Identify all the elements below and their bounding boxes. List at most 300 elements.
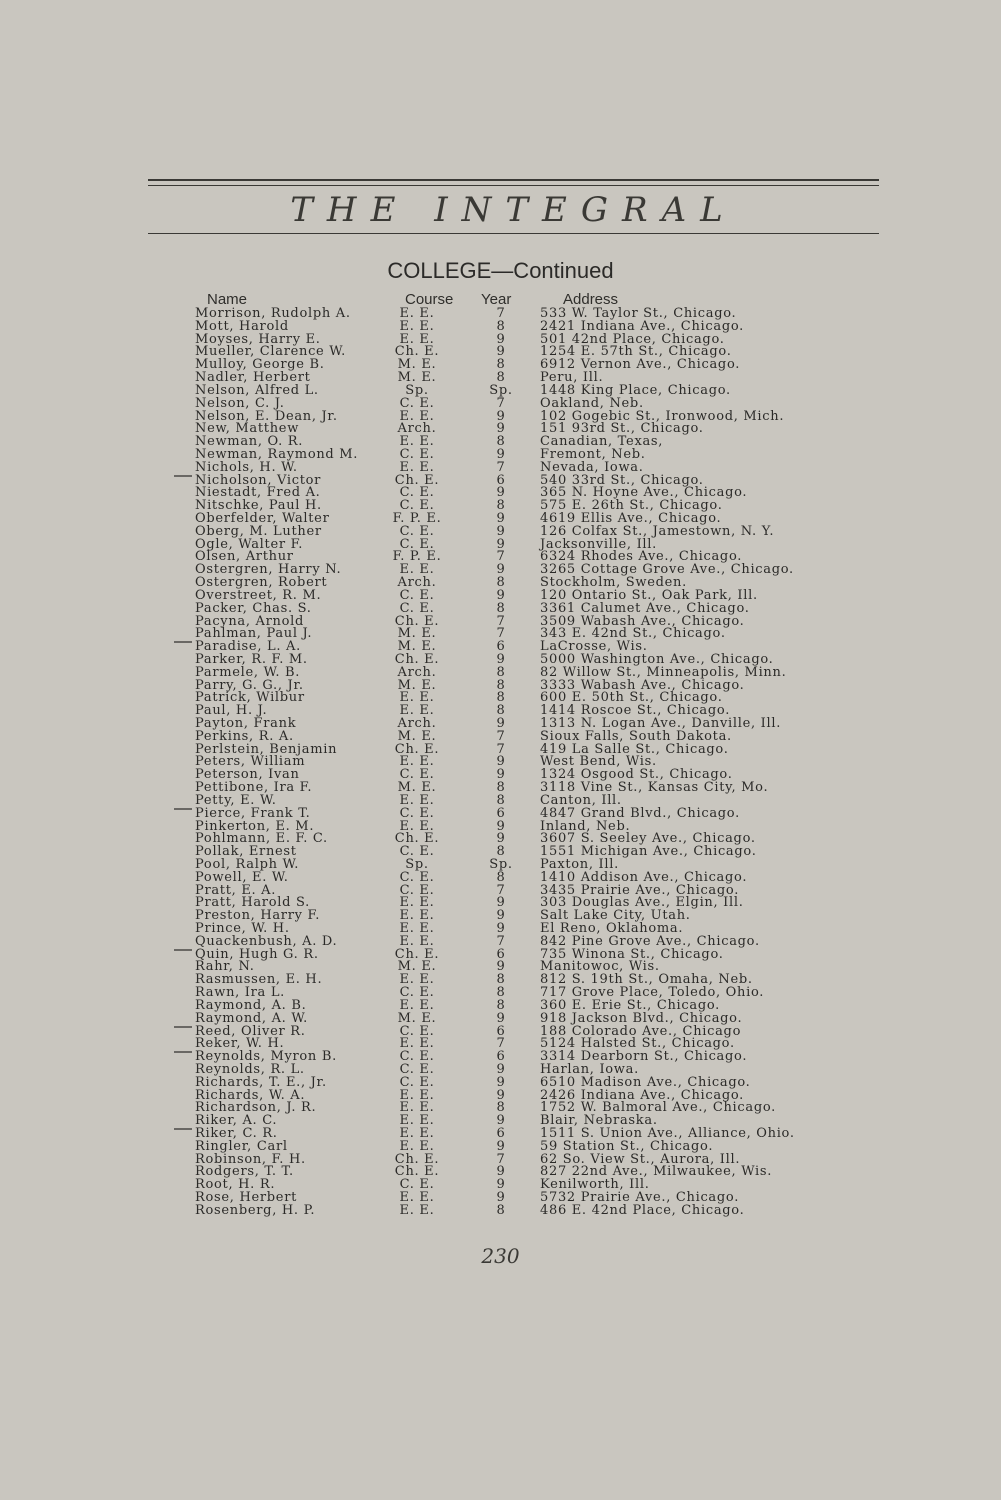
- student-name: Quackenbush, A. D.: [195, 933, 338, 949]
- student-address: 540 33rd St., Chicago.: [540, 472, 704, 488]
- student-address: 120 Ontario St., Oak Park, Ill.: [540, 587, 758, 603]
- student-year: 9: [496, 921, 506, 936]
- student-address: 4619 Ellis Ave., Chicago.: [540, 511, 722, 526]
- student-name: Pratt, E. A.: [195, 882, 277, 898]
- student-year: 6: [496, 472, 506, 488]
- student-address: 1511 S. Union Ave., Alliance, Ohio.: [540, 1126, 795, 1141]
- student-course: E. E.: [399, 1113, 435, 1129]
- student-name: Riker, A. C.: [195, 1113, 278, 1129]
- student-course: C. E.: [399, 882, 435, 898]
- student-name: Pratt, Harold S.: [195, 895, 310, 911]
- student-address: Manitowoc, Wis.: [540, 959, 660, 975]
- student-address: Salt Lake City, Utah.: [540, 908, 691, 924]
- student-year: 8: [496, 869, 506, 885]
- student-name: Reynolds, R. L.: [195, 1061, 305, 1077]
- student-address: 365 N. Hoyne Ave., Chicago.: [540, 485, 748, 501]
- student-year: 9: [496, 651, 506, 667]
- student-year: 8: [496, 972, 506, 988]
- student-name: Ostergren, Harry N.: [195, 562, 342, 578]
- student-course: Ch. E.: [394, 344, 440, 360]
- student-year: 8: [496, 780, 506, 796]
- student-name: Pierce, Frank T.: [195, 805, 311, 821]
- student-address: Harlan, Iowa.: [540, 1061, 639, 1077]
- student-year: 9: [496, 587, 506, 603]
- student-name: Rodgers, T. T.: [195, 1164, 294, 1180]
- student-year: 9: [496, 446, 506, 462]
- student-year: 9: [496, 1061, 506, 1077]
- student-name: Robinson, F. H.: [195, 1151, 306, 1167]
- student-address: 5732 Prairie Ave., Chicago.: [540, 1190, 740, 1206]
- student-address: 735 Winona St., Chicago.: [540, 946, 724, 962]
- student-year: 8: [496, 997, 506, 1013]
- student-address: 3314 Dearborn St., Chicago.: [540, 1049, 748, 1065]
- student-name: Overstreet, R. M.: [195, 587, 322, 603]
- header-rule-bottom: [148, 233, 879, 234]
- student-course: C. E.: [399, 446, 435, 462]
- student-name: Ringler, Carl: [195, 1138, 288, 1154]
- student-year: 8: [496, 498, 506, 514]
- student-year: 8: [496, 575, 506, 591]
- student-year: 9: [496, 754, 506, 770]
- student-year: 8: [496, 1100, 506, 1116]
- student-address: 1551 Michigan Ave., Chicago.: [540, 844, 757, 860]
- student-year: 6: [496, 639, 506, 655]
- student-address: 3361 Calumet Ave., Chicago.: [540, 600, 750, 616]
- column-header-address: Address: [563, 291, 619, 308]
- student-course: Ch. E.: [394, 946, 440, 962]
- header-rule-top-thin: [148, 185, 879, 186]
- student-year: 9: [496, 1113, 506, 1129]
- student-name: Paul, H. J.: [195, 703, 268, 719]
- student-name: Peters, William: [195, 754, 306, 770]
- header-rule-top: [148, 179, 879, 181]
- student-name: Petty, E. W.: [195, 792, 277, 808]
- student-course: E. E.: [399, 1036, 435, 1052]
- margin-mark: [174, 949, 192, 951]
- student-name: Powell, E. W.: [195, 869, 289, 885]
- student-course: Sp.: [405, 856, 429, 872]
- student-address: 303 Douglas Ave., Elgin, Ill.: [540, 895, 744, 911]
- student-address: 575 E. 26th St., Chicago.: [540, 498, 723, 514]
- student-course: Arch.: [397, 664, 437, 680]
- student-address: Fremont, Neb.: [540, 446, 646, 462]
- student-course: M. E.: [397, 959, 437, 975]
- student-name: Morrison, Rudolph A.: [195, 306, 351, 321]
- student-year: 8: [496, 357, 506, 373]
- student-year: 9: [496, 485, 506, 501]
- student-year: 9: [496, 895, 506, 911]
- student-name: Nichols, H. W.: [195, 459, 298, 475]
- student-course: M. E.: [397, 780, 437, 796]
- student-address: 4847 Grand Blvd., Chicago.: [540, 805, 740, 821]
- student-year: 9: [496, 331, 506, 347]
- student-course: E. E.: [399, 434, 435, 450]
- student-address: 2426 Indiana Ave., Chicago.: [540, 1087, 744, 1103]
- student-course: C. E.: [399, 485, 435, 501]
- student-year: 9: [496, 1074, 506, 1090]
- student-address: 126 Colfax St., Jamestown, N. Y.: [540, 523, 775, 539]
- student-name: Moyses, Harry E.: [195, 331, 321, 347]
- student-name: Ogle, Walter F.: [195, 536, 304, 552]
- student-year: 9: [496, 536, 506, 552]
- student-year: 7: [496, 728, 506, 744]
- student-course: M. E.: [397, 728, 437, 744]
- student-course: E. E.: [399, 331, 435, 347]
- student-name: Raymond, A. B.: [195, 997, 307, 1013]
- student-year: 9: [496, 523, 506, 539]
- student-course: E. E.: [399, 921, 435, 936]
- student-course: E. E.: [399, 933, 435, 949]
- student-year: 7: [496, 933, 506, 949]
- student-address: Paxton, Ill.: [540, 856, 619, 872]
- student-course: C. E.: [399, 600, 435, 616]
- student-address: 1254 E. 57th St., Chicago.: [540, 344, 732, 360]
- student-course: C. E.: [399, 1023, 435, 1039]
- student-name: Pool, Ralph W.: [195, 856, 300, 872]
- student-name: Pohlmann, E. F. C.: [195, 831, 328, 847]
- student-year: 8: [496, 664, 506, 680]
- student-address: 3435 Prairie Ave., Chicago.: [540, 882, 740, 898]
- student-name: Rahr, N.: [195, 959, 255, 975]
- student-address: 486 E. 42nd Place, Chicago.: [540, 1202, 745, 1218]
- student-course: C. E.: [399, 1074, 435, 1090]
- student-address: 3118 Vine St., Kansas City, Mo.: [540, 780, 769, 796]
- student-address: West Bend, Wis.: [540, 754, 657, 770]
- student-course: Arch.: [397, 716, 437, 731]
- student-course: E. E.: [399, 306, 435, 321]
- student-address: 3265 Cottage Grove Ave., Chicago.: [540, 562, 794, 578]
- student-course: Ch. E.: [394, 651, 440, 667]
- student-course: E. E.: [399, 703, 435, 719]
- student-address: 82 Willow St., Minneapolis, Minn.: [540, 664, 787, 680]
- student-year: 8: [496, 985, 506, 1001]
- student-name: Newman, Raymond M.: [195, 446, 359, 462]
- student-name: Paradise, L. A.: [195, 639, 301, 655]
- student-address: Jacksonville, Ill.: [540, 536, 657, 552]
- student-name: Peterson, Ivan: [195, 767, 300, 783]
- student-address: 6912 Vernon Ave., Chicago.: [540, 357, 741, 373]
- student-year: 9: [496, 1087, 506, 1103]
- student-address: 600 E. 50th St., Chicago.: [540, 690, 723, 706]
- student-address: Oakland, Neb.: [540, 395, 644, 411]
- student-name: Nicholson, Victor: [195, 472, 322, 488]
- student-name: Nitschke, Paul H.: [195, 498, 322, 514]
- student-name: Richardson, J. R.: [195, 1100, 317, 1116]
- student-name: Mulloy, George B.: [195, 357, 325, 373]
- student-name: Reker, W. H.: [195, 1036, 285, 1052]
- student-name: Packer, Chas. S.: [195, 600, 312, 616]
- student-name: Newman, O. R.: [195, 434, 304, 450]
- running-header: THE INTEGRAL: [290, 190, 737, 230]
- student-name: Pinkerton, E. M.: [195, 818, 315, 834]
- student-address: 3333 Wabash Ave., Chicago.: [540, 677, 745, 693]
- student-year: 7: [496, 882, 506, 898]
- student-course: E. E.: [399, 997, 435, 1013]
- student-address: 62 So. View St., Aurora, Ill.: [540, 1151, 741, 1167]
- student-name: Pahlman, Paul J.: [195, 626, 313, 642]
- student-address: 501 42nd Place, Chicago.: [540, 331, 725, 347]
- student-course: C. E.: [399, 395, 435, 411]
- student-name: Mott, Harold: [195, 318, 289, 334]
- student-address: 5124 Halsted St., Chicago.: [540, 1036, 735, 1052]
- student-course: E. E.: [399, 1126, 435, 1141]
- student-course: E. E.: [399, 1138, 435, 1154]
- student-name: Nelson, C. J.: [195, 395, 285, 411]
- student-address: 918 Jackson Blvd., Chicago.: [540, 1010, 743, 1026]
- student-course: Ch. E.: [394, 1151, 440, 1167]
- student-name: Mueller, Clarence W.: [195, 344, 346, 360]
- student-name: Rose, Herbert: [195, 1190, 298, 1206]
- student-address: 533 W. Taylor St., Chicago.: [540, 306, 737, 321]
- student-address: 717 Grove Place, Toledo, Ohio.: [540, 985, 765, 1001]
- student-name: New, Matthew: [195, 421, 300, 437]
- student-course: E. E.: [399, 818, 435, 834]
- student-year: 7: [496, 1036, 506, 1052]
- student-name: Pollak, Ernest: [195, 844, 297, 860]
- student-address: Nevada, Iowa.: [540, 459, 644, 475]
- margin-mark: [174, 1128, 192, 1130]
- student-course: C. E.: [399, 985, 435, 1001]
- student-course: C. E.: [399, 536, 435, 552]
- student-name: Rasmussen, E. H.: [195, 972, 323, 988]
- student-year: Sp.: [489, 382, 513, 398]
- student-course: E. E.: [399, 408, 435, 424]
- margin-mark: [174, 641, 192, 643]
- margin-mark: [174, 1026, 192, 1028]
- student-name: Prince, W. H.: [195, 921, 290, 936]
- student-address: 151 93rd St., Chicago.: [540, 421, 704, 437]
- student-year: 8: [496, 1202, 506, 1218]
- student-year: 9: [496, 408, 506, 424]
- student-course: E. E.: [399, 1087, 435, 1103]
- student-year: 7: [496, 459, 506, 475]
- student-course: C. E.: [399, 844, 435, 860]
- student-address: 827 22nd Ave., Milwaukee, Wis.: [540, 1164, 773, 1180]
- student-address: 3607 S. Seeley Ave., Chicago.: [540, 831, 756, 847]
- student-address: 102 Gogebic St., Ironwood, Mich.: [540, 408, 785, 424]
- student-year: 7: [496, 613, 506, 629]
- student-course: C. E.: [399, 1061, 435, 1077]
- student-name: Rosenberg, H. P.: [195, 1202, 316, 1218]
- student-year: 9: [496, 344, 506, 360]
- student-course: M. E.: [397, 677, 437, 693]
- student-address: 1448 King Place, Chicago.: [540, 382, 731, 398]
- student-address: Blair, Nebraska.: [540, 1113, 658, 1129]
- student-address: El Reno, Oklahoma.: [540, 921, 684, 936]
- margin-mark: [174, 1051, 192, 1053]
- student-name: Raymond, A. W.: [195, 1010, 308, 1026]
- student-address: 419 La Salle St., Chicago.: [540, 741, 729, 757]
- student-course: E. E.: [399, 895, 435, 911]
- student-course: C. E.: [399, 1049, 435, 1065]
- student-year: 6: [496, 1126, 506, 1141]
- student-address: 360 E. Erie St., Chicago.: [540, 997, 720, 1013]
- student-name: Riker, C. R.: [195, 1126, 278, 1141]
- student-year: 9: [496, 1138, 506, 1154]
- student-address: 1410 Addison Ave., Chicago.: [540, 869, 748, 885]
- student-course: E. E.: [399, 754, 435, 770]
- student-course: E. E.: [399, 908, 435, 924]
- student-course: E. E.: [399, 1100, 435, 1116]
- margin-mark: [174, 475, 192, 477]
- student-name: Reynolds, Myron B.: [195, 1049, 337, 1065]
- student-address: 1752 W. Balmoral Ave., Chicago.: [540, 1100, 776, 1116]
- student-year: 9: [496, 562, 506, 578]
- student-course: M. E.: [397, 370, 437, 386]
- student-name: Preston, Harry F.: [195, 908, 321, 924]
- student-name: Root, H. R.: [195, 1177, 276, 1193]
- student-year: 7: [496, 395, 506, 411]
- student-address: Kenilworth, Ill.: [540, 1177, 650, 1193]
- student-course: C. E.: [399, 1177, 435, 1193]
- student-address: Peru, Ill.: [540, 370, 604, 386]
- student-address: Inland, Neb.: [540, 818, 631, 834]
- student-name: Reed, Oliver R.: [195, 1023, 306, 1039]
- student-course: C. E.: [399, 587, 435, 603]
- student-name: Quin, Hugh G. R.: [195, 946, 319, 962]
- student-name: Richards, W. A.: [195, 1087, 306, 1103]
- student-course: E. E.: [399, 1202, 435, 1218]
- student-course: Ch. E.: [394, 1164, 440, 1180]
- student-name: Nadler, Herbert: [195, 370, 311, 386]
- student-name: Payton, Frank: [195, 716, 297, 731]
- student-address: 6510 Madison Ave., Chicago.: [540, 1074, 751, 1090]
- student-year: 8: [496, 844, 506, 860]
- student-course: E. E.: [399, 972, 435, 988]
- student-name: Pettibone, Ira F.: [195, 780, 313, 796]
- student-year: 9: [496, 767, 506, 783]
- student-course: Ch. E.: [394, 831, 440, 847]
- student-year: 6: [496, 1023, 506, 1039]
- student-year: 9: [496, 818, 506, 834]
- student-course: Ch. E.: [394, 613, 440, 629]
- student-course: C. E.: [399, 523, 435, 539]
- student-course: F. P. E.: [392, 549, 442, 565]
- student-year: 8: [496, 434, 506, 450]
- student-address: Canton, Ill.: [540, 792, 622, 808]
- student-year: 9: [496, 1010, 506, 1026]
- student-name: Oberg, M. Luther: [195, 523, 322, 539]
- student-year: 6: [496, 1049, 506, 1065]
- student-year: 8: [496, 677, 506, 693]
- student-address: 59 Station St., Chicago.: [540, 1138, 714, 1154]
- student-name: Patrick, Wilbur: [195, 690, 305, 706]
- student-year: 9: [496, 831, 506, 847]
- student-address: Stockholm, Sweden.: [540, 575, 687, 591]
- student-address: 1414 Roscoe St., Chicago.: [540, 703, 731, 719]
- student-address: Canadian, Texas,: [540, 434, 664, 450]
- student-course: E. E.: [399, 690, 435, 706]
- student-name: Parmele, W. B.: [195, 664, 301, 680]
- student-course: E. E.: [399, 318, 435, 334]
- student-year: 8: [496, 703, 506, 719]
- student-course: E. E.: [399, 792, 435, 808]
- student-year: 6: [496, 805, 506, 821]
- column-header-name: Name: [207, 291, 248, 308]
- student-year: 8: [496, 370, 506, 386]
- student-address: 3509 Wabash Ave., Chicago.: [540, 613, 745, 629]
- student-name: Pacyna, Arnold: [195, 613, 305, 629]
- column-header-course: Course: [405, 291, 454, 308]
- student-year: Sp.: [489, 856, 513, 872]
- student-name: Ostergren, Robert: [195, 575, 328, 591]
- student-course: E. E.: [399, 459, 435, 475]
- student-address: 1313 N. Logan Ave., Danville, Ill.: [540, 716, 782, 731]
- student-year: 6: [496, 946, 506, 962]
- student-year: 9: [496, 1190, 506, 1206]
- student-year: 7: [496, 1151, 506, 1167]
- student-name: Parry, G. G., Jr.: [195, 677, 304, 693]
- student-year: 9: [496, 421, 506, 437]
- student-name: Parker, R. F. M.: [195, 651, 308, 667]
- student-address: 842 Pine Grove Ave., Chicago.: [540, 933, 760, 949]
- student-address: 6324 Rhodes Ave., Chicago.: [540, 549, 743, 565]
- student-name: Niestadt, Fred A.: [195, 485, 321, 501]
- student-year: 7: [496, 626, 506, 642]
- student-year: 8: [496, 792, 506, 808]
- student-year: 8: [496, 690, 506, 706]
- student-name: Oberfelder, Walter: [195, 511, 330, 526]
- student-year: 9: [496, 1177, 506, 1193]
- margin-mark: [174, 808, 192, 810]
- student-name: Nelson, E. Dean, Jr.: [195, 408, 338, 424]
- student-year: 8: [496, 600, 506, 616]
- section-title: COLLEGE—Continued: [387, 258, 614, 283]
- page-number: 230: [481, 1244, 520, 1268]
- student-course: Ch. E.: [394, 741, 440, 757]
- student-address: 343 E. 42nd St., Chicago.: [540, 626, 726, 642]
- student-course: E. E.: [399, 1190, 435, 1206]
- student-course: C. E.: [399, 498, 435, 514]
- student-course: E. E.: [399, 562, 435, 578]
- student-name: Richards, T. E., Jr.: [195, 1074, 327, 1090]
- student-course: C. E.: [399, 869, 435, 885]
- student-course: C. E.: [399, 805, 435, 821]
- column-header-year: Year: [481, 291, 512, 308]
- student-name: Olsen, Arthur: [195, 549, 294, 565]
- student-course: M. E.: [397, 1010, 437, 1026]
- student-year: 7: [496, 306, 506, 321]
- student-year: 9: [496, 511, 506, 526]
- student-course: Arch.: [397, 575, 437, 591]
- student-year: 8: [496, 318, 506, 334]
- student-course: F. P. E.: [392, 511, 442, 526]
- student-course: Ch. E.: [394, 472, 440, 488]
- student-address: 188 Colorado Ave., Chicago: [540, 1023, 742, 1039]
- student-year: 9: [496, 908, 506, 924]
- student-year: 7: [496, 741, 506, 757]
- table-row: [0, 1202, 1001, 1218]
- student-address: 812 S. 19th St., Omaha, Neb.: [540, 972, 753, 988]
- student-year: 9: [496, 959, 506, 975]
- student-course: M. E.: [397, 626, 437, 642]
- student-course: C. E.: [399, 767, 435, 783]
- student-year: 7: [496, 549, 506, 565]
- student-year: 9: [496, 1164, 506, 1180]
- student-address: LaCrosse, Wis.: [540, 639, 648, 655]
- student-year: 9: [496, 716, 506, 731]
- student-name: Nelson, Alfred L.: [195, 382, 319, 398]
- student-course: M. E.: [397, 357, 437, 373]
- student-address: Sioux Falls, South Dakota.: [540, 728, 732, 744]
- student-address: 1324 Osgood St., Chicago.: [540, 767, 733, 783]
- student-name: Rawn, Ira L.: [195, 985, 285, 1001]
- student-name: Perkins, R. A.: [195, 728, 294, 744]
- student-address: 2421 Indiana Ave., Chicago.: [540, 318, 744, 334]
- student-directory-table: [0, 308, 1001, 1218]
- student-course: Sp.: [405, 382, 429, 398]
- student-address: 5000 Washington Ave., Chicago.: [540, 651, 774, 667]
